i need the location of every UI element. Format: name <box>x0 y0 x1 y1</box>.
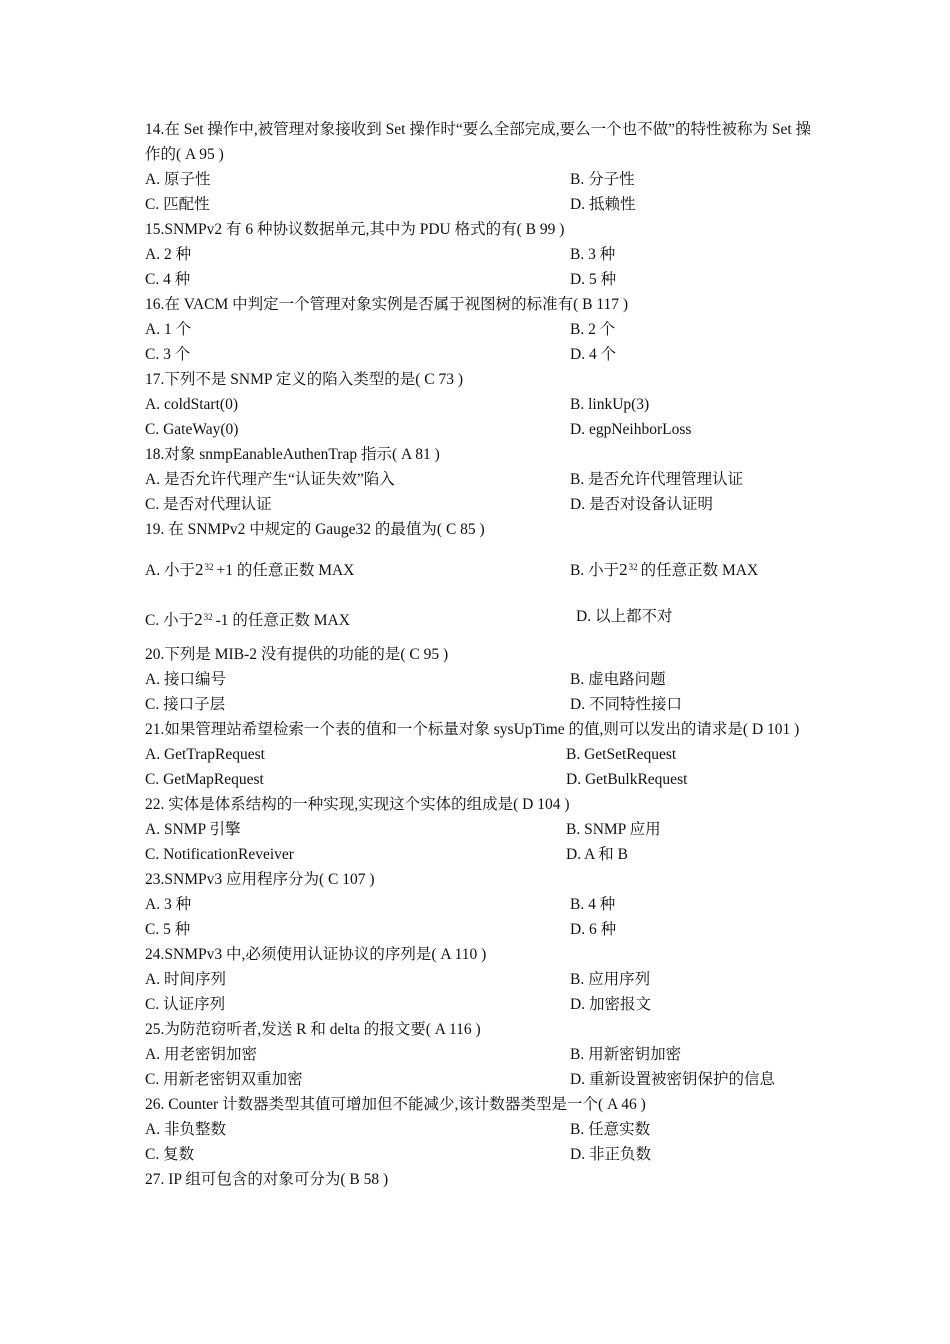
question-25 <box>145 1017 815 1092</box>
question-18 <box>145 442 815 517</box>
option-d: D. 抵赖性 <box>570 196 636 213</box>
option-c: C. GateWay(0) <box>145 421 239 438</box>
question-22 <box>145 792 815 867</box>
option-c: C. 用新老密钥双重加密 <box>145 1071 303 1088</box>
option-a: A. 接口编号 <box>145 671 226 688</box>
option-a: A. GetTrapRequest <box>145 746 265 763</box>
question-text: 21.如果管理站希望检索一个表的值和一个标量对象 sysUpTime 的值,则可以发出的请求是( D 101 ) <box>145 721 800 738</box>
option-b: B. 分子性 <box>570 171 635 188</box>
question-26 <box>145 1092 815 1167</box>
question-24 <box>145 942 815 1017</box>
question-text: 25.为防范窃听者,发送 R 和 delta 的报文要( A 116 ) <box>145 1021 481 1038</box>
question-text: 22. 实体是体系结构的一种实现,实现这个实体的组成是( D 104 ) <box>145 796 570 813</box>
question-17 <box>145 367 815 442</box>
option-a-prefix: A. 小于 <box>145 562 195 579</box>
option-b: B. 应用序列 <box>570 971 651 988</box>
option-b-exponent: 32 <box>628 562 638 572</box>
option-a-suffix: +1 的任意正数 MAX <box>216 562 355 579</box>
option-d: D. 5 种 <box>570 271 617 288</box>
question-text: 18.对象 snmpEanableAuthenTrap 指示( A 81 ) <box>145 446 440 463</box>
question-20 <box>145 642 815 717</box>
option-c: C. 4 种 <box>145 271 191 288</box>
question-23 <box>145 867 815 942</box>
option-a: A. coldStart(0) <box>145 396 238 413</box>
option-a: A. 时间序列 <box>145 971 226 988</box>
question-27 <box>145 1167 815 1192</box>
option-c: C. 接口子层 <box>145 696 226 713</box>
option-a: A. 是否允许代理产生“认证失效”陷入 <box>145 471 395 488</box>
option-c <box>145 592 350 646</box>
option-b <box>570 542 758 596</box>
option-c: C. 认证序列 <box>145 996 226 1013</box>
option-b-suffix: 的任意正数 MAX <box>640 562 759 579</box>
option-c-exponent: 32 <box>203 612 213 622</box>
option-b: B. 虚电路问题 <box>570 671 666 688</box>
option-d: D. 非正负数 <box>570 1146 651 1163</box>
question-text: 17.下列不是 SNMP 定义的陷入类型的是( C 73 ) <box>145 371 464 388</box>
option-a <box>145 542 354 596</box>
question-text: 16.在 VACM 中判定一个管理对象实例是否属于视图树的标准有( B 117 ) <box>145 296 629 313</box>
option-d: D. 加密报文 <box>570 996 651 1013</box>
option-c: C. 复数 <box>145 1146 195 1163</box>
option-b: B. 任意实数 <box>570 1121 651 1138</box>
option-c: C. 5 种 <box>145 921 191 938</box>
question-19 <box>145 517 815 642</box>
option-a: A. 用老密钥加密 <box>145 1046 257 1063</box>
option-c-base: 2 <box>194 610 203 629</box>
option-d: D. 4 个 <box>570 346 617 363</box>
question-21 <box>145 717 815 792</box>
option-c: C. GetMapRequest <box>145 771 264 788</box>
option-b-prefix: B. 小于 <box>570 562 620 579</box>
option-d: D. GetBulkRequest <box>566 771 688 788</box>
option-b-base: 2 <box>619 560 628 579</box>
question-text: 14.在 Set 操作中,被管理对象接收到 Set 操作时“要么全部完成,要么一个也不做”的特性被称为 Set 操作的( A 95 ) <box>145 121 812 163</box>
option-d: D. 不同特性接口 <box>570 696 682 713</box>
option-c-suffix: -1 的任意正数 MAX <box>215 612 350 629</box>
option-b: B. GetSetRequest <box>566 746 677 763</box>
question-text: 20.下列是 MIB-2 没有提供的功能的是( C 95 ) <box>145 646 449 663</box>
question-14 <box>145 117 815 217</box>
question-text: 26. Counter 计数器类型其值可增加但不能减少,该计数器类型是一个( A 46 ) <box>145 1096 646 1113</box>
option-c: C. 是否对代理认证 <box>145 496 272 513</box>
option-d: D. 是否对设备认证明 <box>570 496 713 513</box>
question-16 <box>145 292 815 367</box>
option-d: D. 以上都不对 <box>576 608 673 625</box>
option-a: A. 2 种 <box>145 246 192 263</box>
option-d: D. 6 种 <box>570 921 617 938</box>
option-a: A. 1 个 <box>145 321 192 338</box>
option-a: A. 非负整数 <box>145 1121 226 1138</box>
question-text: 15.SNMPv2 有 6 种协议数据单元,其中为 PDU 格式的有( B 99 ) <box>145 221 565 238</box>
option-a: A. 3 种 <box>145 896 192 913</box>
option-d: D. egpNeihborLoss <box>570 421 692 438</box>
option-b: B. linkUp(3) <box>570 396 650 413</box>
question-list <box>145 117 815 1192</box>
option-a-base: 2 <box>194 560 204 579</box>
option-b: B. 用新密钥加密 <box>570 1046 682 1063</box>
option-a: A. 原子性 <box>145 171 211 188</box>
option-c: C. NotificationReveiver <box>145 846 294 863</box>
question-text: 27. IP 组可包含的对象可分为( B 58 ) <box>145 1171 389 1188</box>
question-text: 24.SNMPv3 中,必须使用认证协议的序列是( A 110 ) <box>145 946 487 963</box>
question-text: 19. 在 SNMPv2 中规定的 Gauge32 的最值为( C 85 ) <box>145 521 485 538</box>
option-b: B. 4 种 <box>570 896 616 913</box>
option-c-prefix: C. 小于 <box>145 612 195 629</box>
option-b: B. SNMP 应用 <box>566 821 661 838</box>
option-d: D. A 和 B <box>566 846 629 863</box>
option-b: B. 3 种 <box>570 246 616 263</box>
option-b: B. 是否允许代理管理认证 <box>570 471 744 488</box>
question-text: 23.SNMPv3 应用程序分为( C 107 ) <box>145 871 375 888</box>
option-a-exponent: 32 <box>204 562 214 572</box>
question-15 <box>145 217 815 292</box>
option-a: A. SNMP 引擎 <box>145 821 241 838</box>
option-c: C. 3 个 <box>145 346 191 363</box>
option-d: D. 重新设置被密钥保护的信息 <box>570 1071 775 1088</box>
option-c: C. 匹配性 <box>145 196 210 213</box>
option-b: B. 2 个 <box>570 321 616 338</box>
